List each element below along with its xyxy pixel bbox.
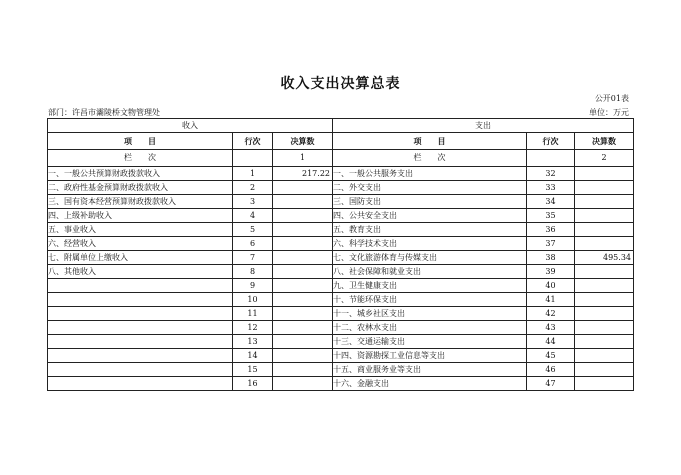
expense-amount-cell bbox=[575, 307, 634, 321]
income-item-cell bbox=[48, 363, 233, 377]
income-amount-cell bbox=[273, 363, 333, 377]
expense-amount-header: 决算数 bbox=[575, 133, 634, 150]
income-item-header: 项 目 bbox=[48, 133, 233, 150]
table-row bbox=[48, 293, 634, 307]
income-amount-cell bbox=[273, 321, 333, 335]
expense-item-cell: 八、社会保障和就业支出 bbox=[333, 265, 527, 279]
table-row bbox=[48, 195, 634, 209]
expense-item-cell: 三、国防支出 bbox=[333, 195, 527, 209]
expense-amount-cell bbox=[575, 293, 634, 307]
table-row bbox=[48, 377, 634, 391]
table-row bbox=[48, 167, 634, 181]
expense-column-number: 2 bbox=[575, 150, 634, 167]
expense-amount-cell bbox=[575, 279, 634, 293]
income-item-cell: 二、政府性基金预算财政拨款收入 bbox=[48, 181, 233, 195]
income-line-cell: 14 bbox=[233, 349, 273, 363]
expense-column-blank bbox=[527, 150, 575, 167]
table-row bbox=[48, 307, 634, 321]
unit-label: 单位：万元 bbox=[589, 108, 629, 117]
income-line-cell: 5 bbox=[233, 223, 273, 237]
income-amount-header: 决算数 bbox=[273, 133, 333, 150]
expense-line-cell: 36 bbox=[527, 223, 575, 237]
expense-line-cell: 39 bbox=[527, 265, 575, 279]
income-line-cell: 4 bbox=[233, 209, 273, 223]
income-line-cell: 9 bbox=[233, 279, 273, 293]
income-amount-cell bbox=[273, 237, 333, 251]
income-item-cell bbox=[48, 321, 233, 335]
income-item-cell bbox=[48, 349, 233, 363]
summary-table bbox=[47, 118, 634, 391]
table-row bbox=[48, 265, 634, 279]
expense-line-cell: 34 bbox=[527, 195, 575, 209]
table-row bbox=[48, 349, 634, 363]
income-amount-cell bbox=[273, 279, 333, 293]
income-amount-cell bbox=[273, 223, 333, 237]
income-line-cell: 10 bbox=[233, 293, 273, 307]
expense-line-cell: 33 bbox=[527, 181, 575, 195]
income-line-cell: 15 bbox=[233, 363, 273, 377]
expense-item-cell: 七、文化旅游体育与传媒支出 bbox=[333, 251, 527, 265]
table-row bbox=[48, 363, 634, 377]
income-line-cell: 13 bbox=[233, 335, 273, 349]
table-row bbox=[48, 209, 634, 223]
expense-line-cell: 45 bbox=[527, 349, 575, 363]
income-item-cell: 七、附属单位上缴收入 bbox=[48, 251, 233, 265]
income-item-cell: 一、一般公共预算财政拨款收入 bbox=[48, 167, 233, 181]
income-amount-cell bbox=[273, 377, 333, 391]
income-item-cell bbox=[48, 279, 233, 293]
expense-item-cell: 一、一般公共服务支出 bbox=[333, 167, 527, 181]
expense-item-header: 项 目 bbox=[333, 133, 527, 150]
table-row bbox=[48, 181, 634, 195]
expense-item-cell: 十五、商业服务业等支出 bbox=[333, 363, 527, 377]
income-item-cell: 三、国有资本经营预算财政拨款收入 bbox=[48, 195, 233, 209]
expense-item-cell: 十二、农林水支出 bbox=[333, 321, 527, 335]
income-item-cell bbox=[48, 307, 233, 321]
expense-amount-cell bbox=[575, 335, 634, 349]
expense-line-cell: 32 bbox=[527, 167, 575, 181]
expense-item-cell: 十一、城乡社区支出 bbox=[333, 307, 527, 321]
expense-amount-cell bbox=[575, 377, 634, 391]
expense-item-cell: 十四、资源勘探工业信息等支出 bbox=[333, 349, 527, 363]
table-row bbox=[48, 335, 634, 349]
expense-amount-cell bbox=[575, 181, 634, 195]
expense-item-cell: 五、教育支出 bbox=[333, 223, 527, 237]
table-row bbox=[48, 237, 634, 251]
income-item-cell bbox=[48, 293, 233, 307]
expense-amount-cell bbox=[575, 265, 634, 279]
expense-column-label: 栏 次 bbox=[333, 150, 527, 167]
expense-line-cell: 37 bbox=[527, 237, 575, 251]
table-row bbox=[48, 223, 634, 237]
form-number: 公开01表 bbox=[594, 94, 629, 103]
income-line-cell: 3 bbox=[233, 195, 273, 209]
income-amount-cell bbox=[273, 265, 333, 279]
income-column-number: 1 bbox=[273, 150, 333, 167]
expense-amount-cell bbox=[575, 349, 634, 363]
income-line-cell: 8 bbox=[233, 265, 273, 279]
income-amount-cell bbox=[273, 209, 333, 223]
income-amount-cell bbox=[273, 349, 333, 363]
income-item-cell: 六、经营收入 bbox=[48, 237, 233, 251]
expense-item-cell: 二、外交支出 bbox=[333, 181, 527, 195]
expense-line-cell: 40 bbox=[527, 279, 575, 293]
expense-line-cell: 44 bbox=[527, 335, 575, 349]
expense-line-cell: 35 bbox=[527, 209, 575, 223]
table-row bbox=[48, 279, 634, 293]
expense-amount-cell: 495.34 bbox=[575, 251, 634, 265]
expense-amount-cell bbox=[575, 209, 634, 223]
expense-item-cell: 十三、交通运输支出 bbox=[333, 335, 527, 349]
expense-line-cell: 38 bbox=[527, 251, 575, 265]
table-row bbox=[48, 321, 634, 335]
expense-item-cell: 九、卫生健康支出 bbox=[333, 279, 527, 293]
income-item-cell: 五、事业收入 bbox=[48, 223, 233, 237]
income-line-cell: 1 bbox=[233, 167, 273, 181]
expense-amount-cell bbox=[575, 195, 634, 209]
expense-amount-cell bbox=[575, 237, 634, 251]
income-amount-cell bbox=[273, 335, 333, 349]
income-column-blank bbox=[233, 150, 273, 167]
table-row bbox=[48, 251, 634, 265]
income-item-cell bbox=[48, 377, 233, 391]
income-item-cell: 四、上级补助收入 bbox=[48, 209, 233, 223]
income-amount-cell bbox=[273, 251, 333, 265]
income-line-cell: 11 bbox=[233, 307, 273, 321]
expense-amount-cell bbox=[575, 167, 634, 181]
income-amount-cell bbox=[273, 181, 333, 195]
income-amount-cell bbox=[273, 195, 333, 209]
expense-amount-cell bbox=[575, 321, 634, 335]
income-item-cell: 八、其他收入 bbox=[48, 265, 233, 279]
expense-line-header: 行次 bbox=[527, 133, 575, 150]
expense-item-cell: 十、节能环保支出 bbox=[333, 293, 527, 307]
expense-header: 支出 bbox=[333, 119, 634, 133]
expense-line-cell: 43 bbox=[527, 321, 575, 335]
page-title: 收入支出决算总表 bbox=[280, 76, 401, 92]
income-column-label: 栏 次 bbox=[48, 150, 233, 167]
department-label: 部门：许昌市灞陵桥文物管理处 bbox=[48, 108, 160, 117]
expense-item-cell: 四、公共安全支出 bbox=[333, 209, 527, 223]
income-line-cell: 6 bbox=[233, 237, 273, 251]
expense-line-cell: 47 bbox=[527, 377, 575, 391]
expense-item-cell: 十六、金融支出 bbox=[333, 377, 527, 391]
income-line-cell: 2 bbox=[233, 181, 273, 195]
income-line-header: 行次 bbox=[233, 133, 273, 150]
income-line-cell: 16 bbox=[233, 377, 273, 391]
income-amount-cell: 217.22 bbox=[273, 167, 333, 181]
expense-line-cell: 42 bbox=[527, 307, 575, 321]
income-amount-cell bbox=[273, 307, 333, 321]
expense-item-cell: 六、科学技术支出 bbox=[333, 237, 527, 251]
income-header: 收入 bbox=[48, 119, 333, 133]
expense-amount-cell bbox=[575, 223, 634, 237]
expense-line-cell: 46 bbox=[527, 363, 575, 377]
income-amount-cell bbox=[273, 293, 333, 307]
expense-line-cell: 41 bbox=[527, 293, 575, 307]
income-line-cell: 7 bbox=[233, 251, 273, 265]
income-line-cell: 12 bbox=[233, 321, 273, 335]
expense-amount-cell bbox=[575, 363, 634, 377]
income-item-cell bbox=[48, 335, 233, 349]
